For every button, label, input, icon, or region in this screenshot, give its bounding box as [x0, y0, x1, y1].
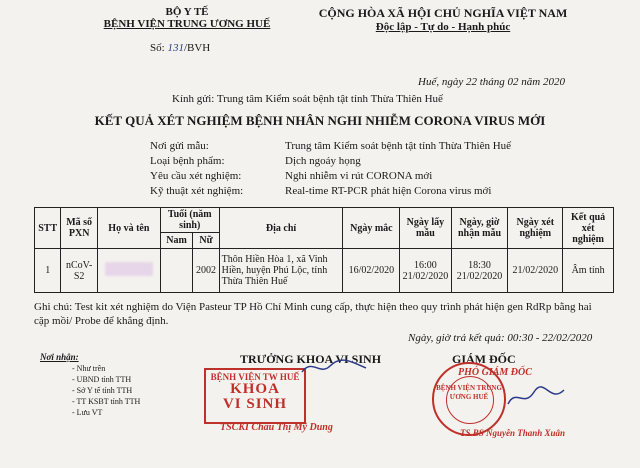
ministry-name: BỘ Y TẾ [165, 6, 209, 18]
result-time: Ngày, giờ trả kết quả: 00:30 - 22/02/2020 [408, 332, 593, 344]
info-label: Kỹ thuật xét nghiệm: [150, 185, 244, 197]
info-label: Loại bệnh phẩm: [150, 155, 225, 167]
redacted-name [105, 262, 153, 276]
stamp-mid-text: KHOA [230, 381, 280, 397]
hospital-seal [432, 362, 506, 436]
info-value: Real-time RT-PCR phát hiện Corona virus mới [285, 185, 492, 197]
republic-name: CỘNG HÒA XÃ HỘI CHỦ NGHĨA VIỆT NAM [318, 6, 568, 20]
header-address: Địa chỉ [219, 208, 343, 249]
right-signer-subtitle: PHÓ GIÁM ĐỐC [458, 367, 532, 378]
recipient-item: - UBND tỉnh TTH [72, 375, 132, 384]
cell-female: 2002 [193, 249, 219, 293]
document-title: KẾT QUẢ XÉT NGHIỆM BỆNH NHÂN NGHI NHIỄM CORONA VIRUS MỚI [94, 113, 546, 128]
left-signer-name: TSCKI Châu Thị Mỹ Dung [220, 422, 333, 433]
right-signer-title: GIÁM ĐỐC [452, 352, 516, 366]
cell-sampled [400, 249, 451, 293]
header-name: Họ và tên [97, 208, 160, 249]
sampled-time: 16:00 [414, 259, 437, 271]
stamp-bottom-text: VI SINH [222, 396, 288, 412]
header-left [92, 6, 282, 30]
department-stamp [204, 368, 306, 424]
header-code: Mã số PXN [61, 208, 98, 249]
table-row [35, 249, 614, 293]
recipient-item: - Lưu VT [72, 408, 103, 417]
header-result: Kết quả xét nghiệm [563, 208, 614, 249]
doc-no-suffix: /BVH [183, 42, 211, 54]
recipient-item: - TT KSBT tỉnh TTH [72, 397, 141, 406]
stamp-top-text: BỆNH VIỆN TW HUẾ [210, 372, 300, 382]
recipient-item: - Như trên [72, 364, 106, 373]
info-label: Yêu cầu xét nghiệm: [150, 170, 242, 182]
recipient-line: Kính gửi: Trung tâm Kiểm soát bệnh tật tỉnh Thừa Thiên Huế [172, 93, 443, 105]
place-date: Huế, ngày 22 tháng 02 năm 2020 [418, 76, 565, 88]
seal-text: BỆNH VIỆN TRUNG ƯƠNG HUẾ [436, 384, 502, 401]
header-received: Ngày, giờ nhận mẫu [451, 208, 508, 249]
header-stt: STT [35, 208, 61, 249]
header-right [318, 6, 568, 33]
cell-stt: 1 [35, 249, 61, 293]
info-label: Nơi gửi mẫu: [150, 140, 209, 152]
doc-no-value: 131 [167, 42, 184, 54]
cell-result: Âm tính [563, 249, 614, 293]
recipients-title: Nơi nhận: [40, 352, 79, 362]
national-motto: Độc lập - Tự do - Hạnh phúc [375, 21, 511, 33]
header-male: Nam [160, 233, 192, 249]
info-value: Nghi nhiễm vi rút CORONA mới [285, 170, 433, 182]
right-signer-name: TS.BS Nguyễn Thanh Xuân [460, 428, 566, 438]
note-text: Ghi chú: Test kit xét nghiệm do Viện Pasteur TP Hồ Chí Minh cung cấp, thực hiện theo quy trình phát hiện gen RdRp bằng hai cặp mồi/ Probe để khẳng định. [34, 301, 592, 327]
received-time: 18:30 [468, 259, 491, 271]
recipient-item: - Sở Y tế tỉnh TTH [72, 386, 133, 395]
info-value: Trung tâm Kiểm soát bệnh tật tỉnh Thừa Thiên Huế [285, 140, 512, 152]
hospital-name: BỆNH VIỆN TRUNG ƯƠNG HUẾ [103, 18, 271, 30]
left-signature-icon [300, 356, 370, 378]
results-table [34, 207, 614, 293]
header-onset: Ngày mắc [343, 208, 400, 249]
header-age: Tuổi (năm sinh) [160, 208, 219, 233]
doc-no-label: Số: [150, 42, 165, 54]
info-value: Dịch ngoáy họng [285, 155, 361, 167]
cell-onset: 16/02/2020 [343, 249, 400, 293]
cell-tested: 21/02/2020 [508, 249, 563, 293]
cell-received [451, 249, 508, 293]
cell-address: Thôn Hiền Hòa 1, xã Vinh Hiền, huyện Phú Lộc, tỉnh Thừa Thiên Huế [219, 249, 343, 293]
cell-code: nCoV-S2 [61, 249, 98, 293]
left-signer-title: TRƯỞNG KHOA VI SINH [240, 352, 382, 366]
header-sampled: Ngày lấy mẫu [400, 208, 451, 249]
cell-name [97, 249, 160, 293]
right-signature-icon [506, 384, 566, 410]
header-female: Nữ [193, 233, 219, 249]
document-number [150, 42, 210, 54]
cell-male [160, 249, 192, 293]
header-tested: Ngày xét nghiệm [508, 208, 563, 249]
received-date: 21/02/2020 [456, 270, 503, 282]
sampled-date: 21/02/2020 [402, 270, 449, 282]
